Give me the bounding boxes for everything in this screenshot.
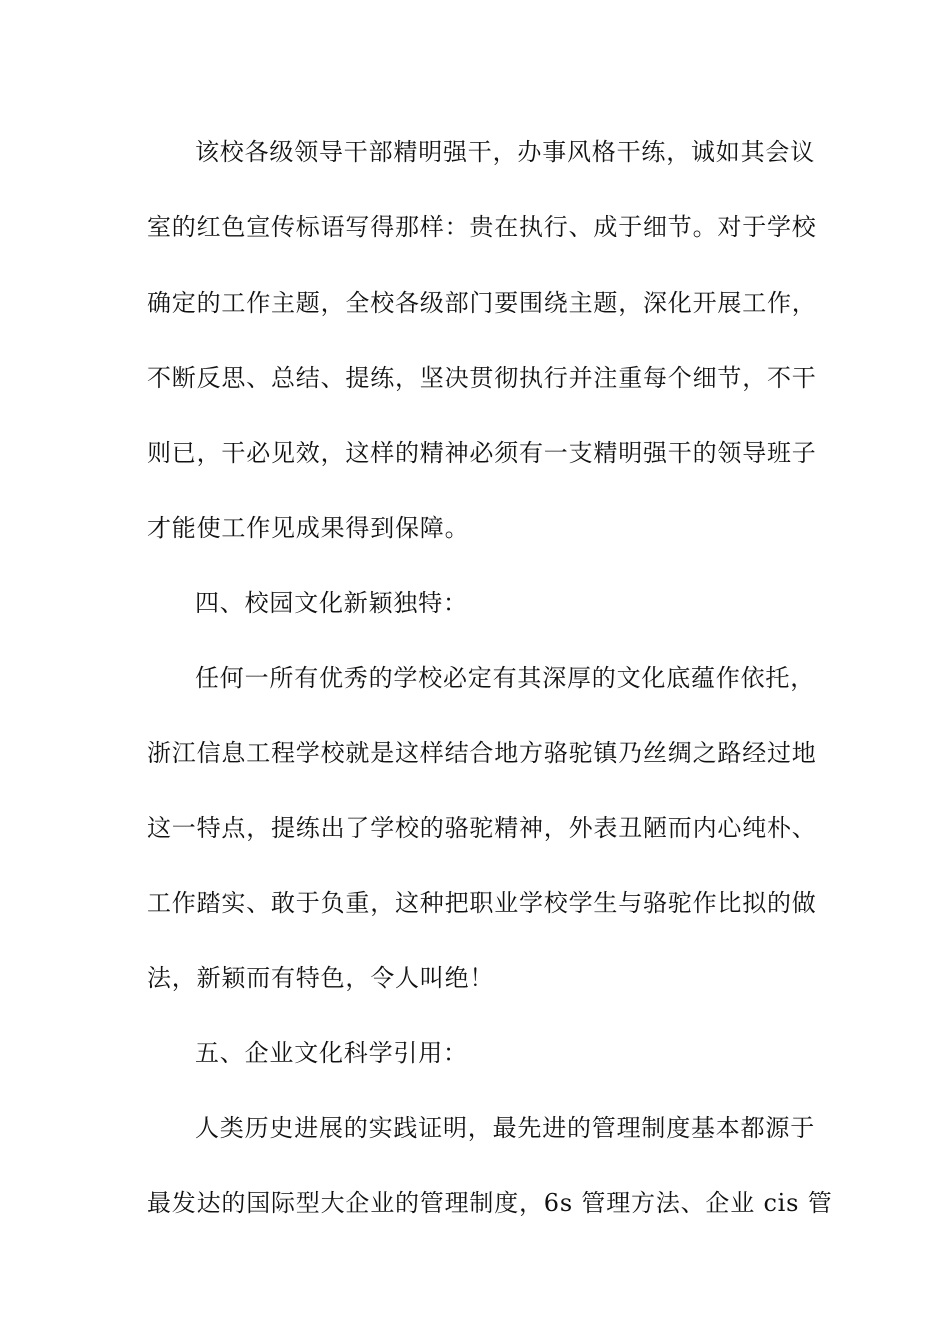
- paragraph-line: 这一特点，提练出了学校的骆驼精神，外表丑陋而内心纯朴、: [147, 814, 817, 842]
- paragraph-line: 工作踏实、敢于负重，这种把职业学校学生与骆驼作比拟的做: [147, 889, 817, 917]
- paragraph-line: 则已，干必见效，这样的精神必须有一支精明强干的领导班子: [147, 439, 817, 467]
- paragraph-line: 该校各级领导干部精明强干，办事风格干练，诚如其会议: [195, 138, 815, 166]
- paragraph-line: 浙江信息工程学校就是这样结合地方骆驼镇乃丝绸之路经过地: [147, 739, 817, 767]
- section-heading: 四、校园文化新颖独特：: [195, 589, 468, 617]
- section-heading: 五、企业文化科学引用：: [195, 1039, 468, 1067]
- paragraph-line: 室的红色宣传标语写得那样：贵在执行、成于细节。对于学校: [147, 213, 817, 241]
- paragraph-line: 确定的工作主题，全校各级部门要围绕主题，深化开展工作，: [147, 289, 817, 317]
- paragraph-line: 法，新颖而有特色，令人叫绝！: [147, 964, 495, 992]
- paragraph-line: 人类历史进展的实践证明，最先进的管理制度基本都源于: [195, 1114, 815, 1142]
- paragraph-line: 任何一所有优秀的学校必定有其深厚的文化底蕴作依托，: [195, 664, 815, 692]
- paragraph-line: 最发达的国际型大企业的管理制度，6s 管理方法、企业 cis 管: [147, 1189, 833, 1217]
- paragraph-line: 才能使工作见成果得到保障。: [147, 514, 470, 542]
- paragraph-line: 不断反思、总结、提练，坚决贯彻执行并注重每个细节，不干: [147, 364, 817, 392]
